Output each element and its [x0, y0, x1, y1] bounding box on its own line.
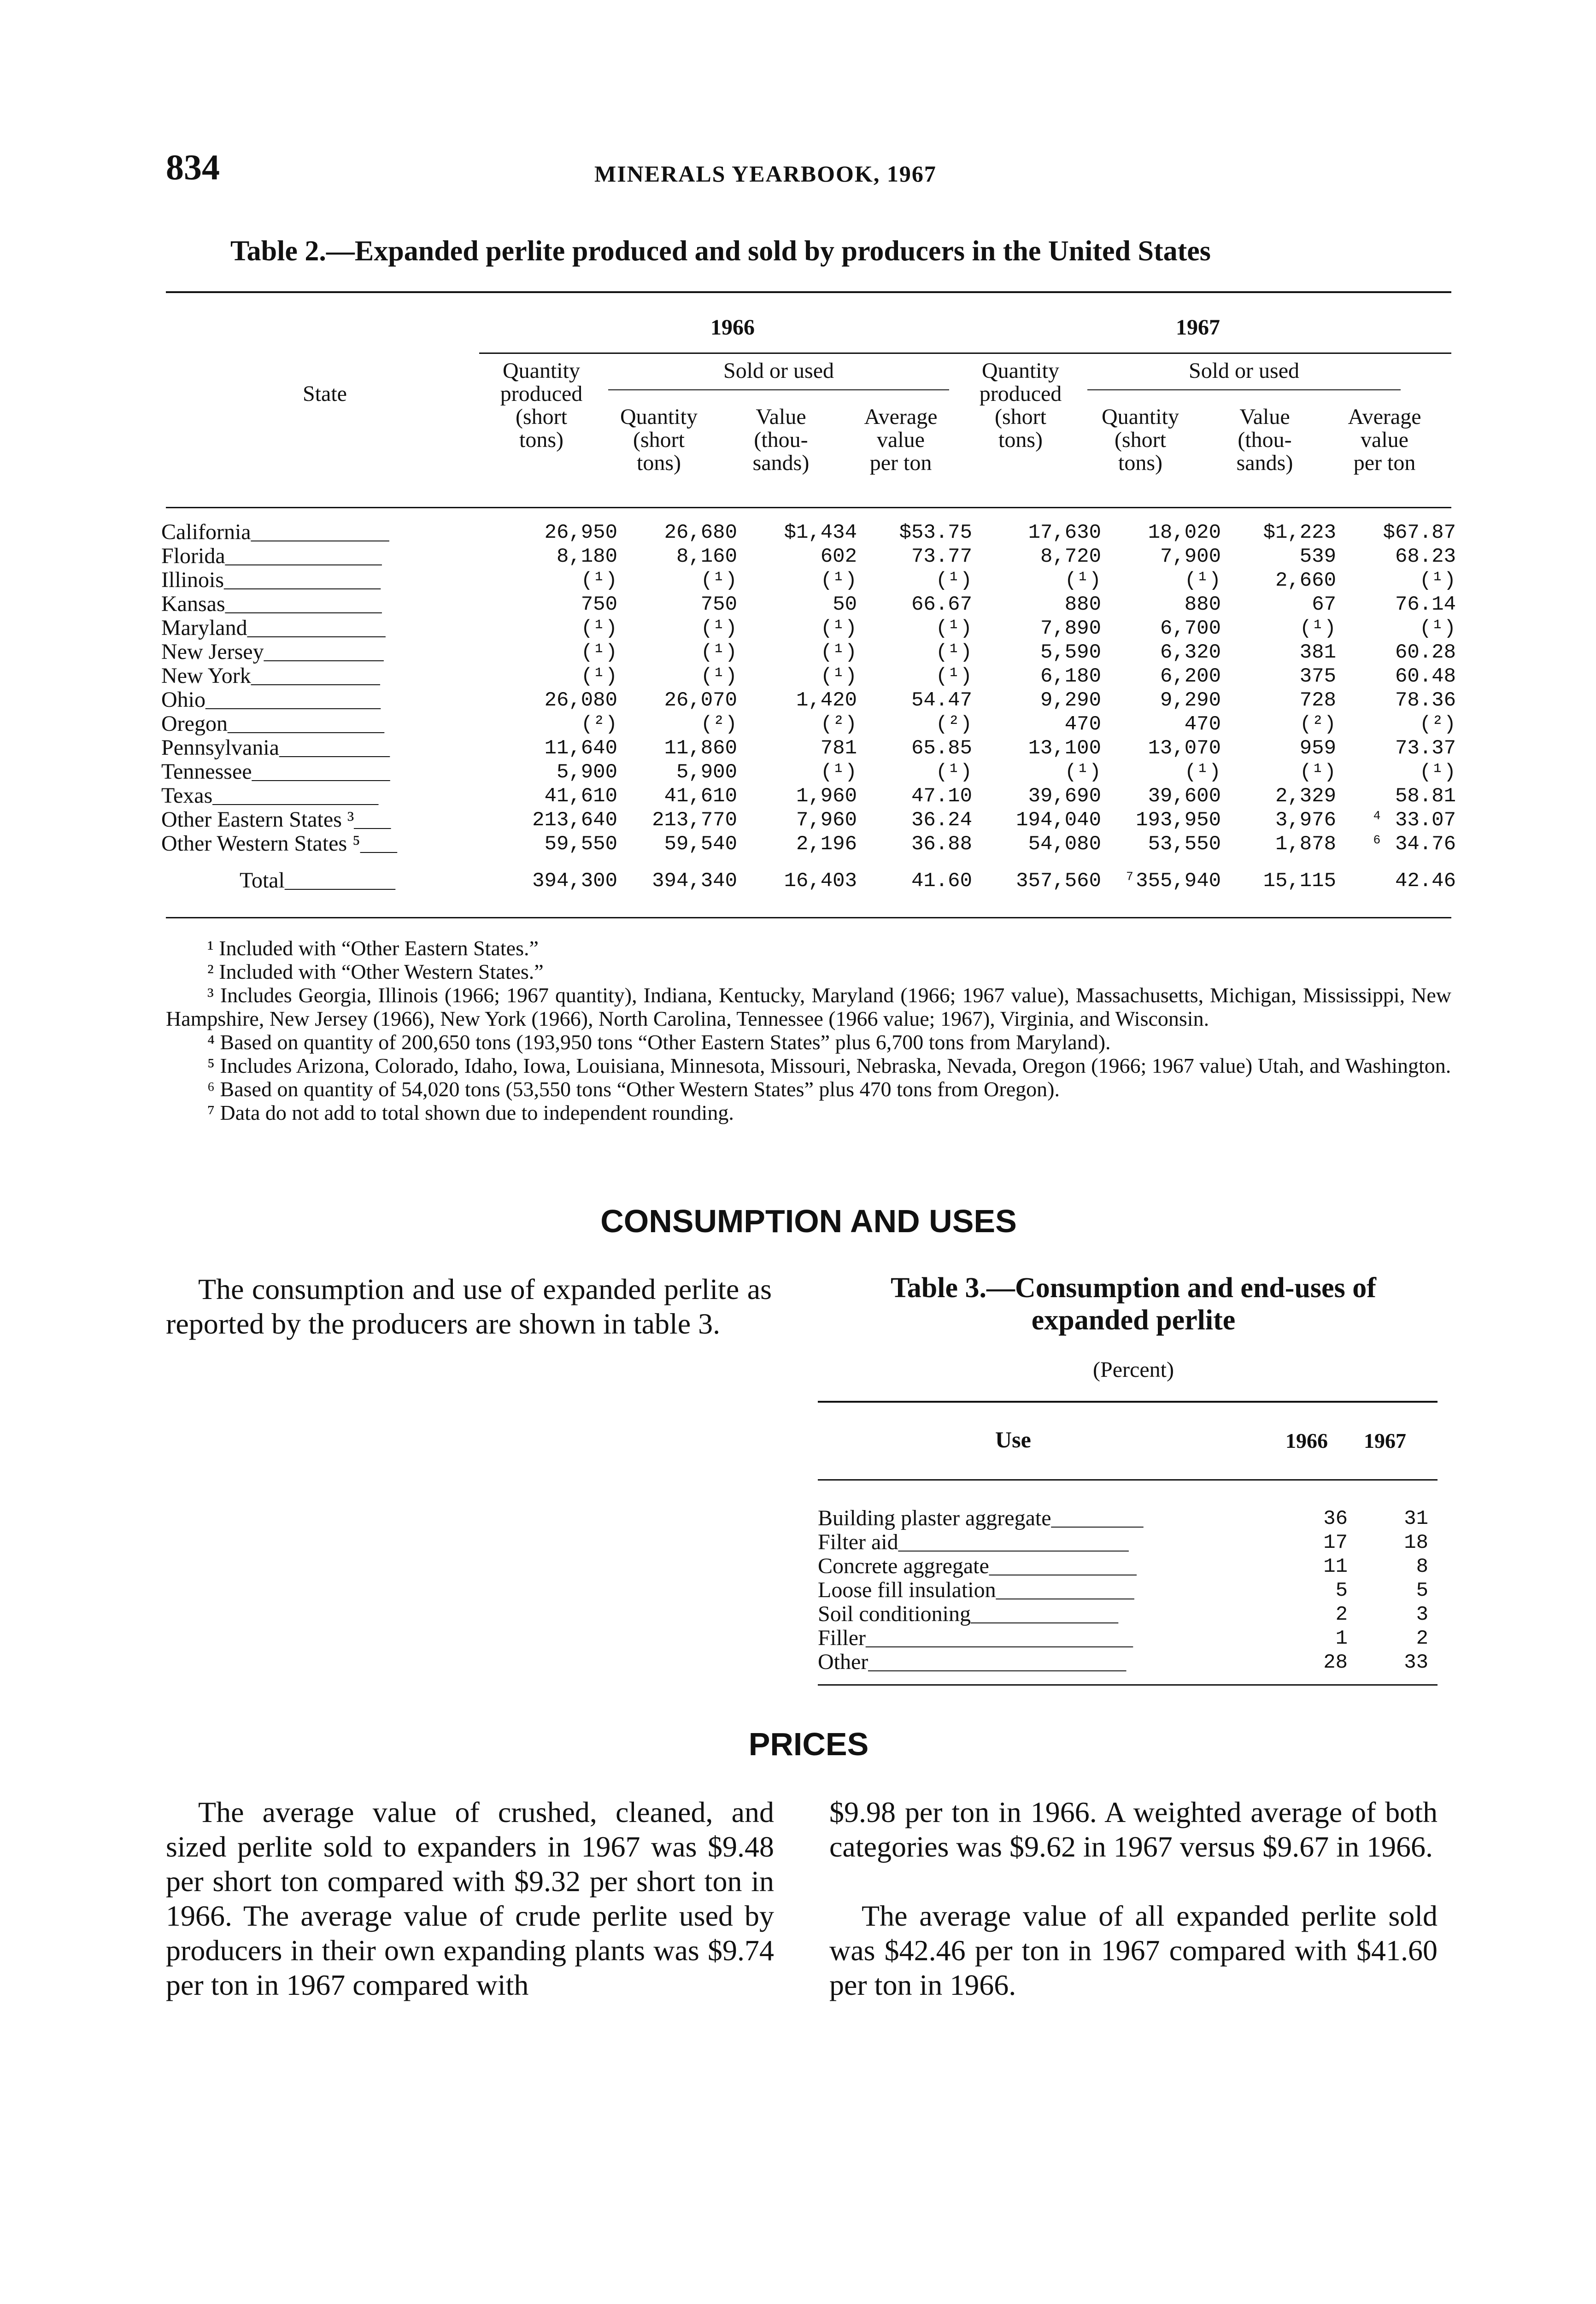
state-cell [161, 617, 484, 641]
table2-sub-avg-1967: Average value per ton [1348, 405, 1421, 475]
use-cell [818, 1507, 1279, 1531]
value-cell: (¹) [581, 665, 617, 688]
percent-cell: 11 [1323, 1555, 1348, 1578]
value-cell: (¹) [1299, 761, 1336, 784]
percent-cell: 18 [1404, 1531, 1428, 1554]
percent-cell: 31 [1404, 1507, 1428, 1530]
state-name: Total [240, 868, 285, 893]
value-cell: 66.67 [911, 593, 972, 616]
footnote-1: ¹ Included with “Other Eastern States.” [207, 936, 539, 960]
value-cell: 9,290 [1040, 689, 1101, 712]
leader-dots: _________________ [225, 547, 382, 567]
value-cell: 47.10 [911, 785, 972, 808]
value-cell: 17,630 [1028, 521, 1101, 544]
value-cell: 73.77 [911, 545, 972, 568]
state-name: Texas [161, 783, 213, 808]
table2-sub-avg-1966: Average value per ton [864, 405, 938, 475]
value-cell: 2,196 [796, 833, 857, 856]
value-cell: (¹) [820, 665, 857, 688]
table2-year-1966: 1966 [710, 315, 755, 340]
state-cell [161, 569, 484, 593]
value-cell: 194,040 [1016, 809, 1101, 832]
value-cell: 381 [1299, 641, 1336, 664]
table-row [161, 760, 1456, 784]
footnote-7: ⁷ Data do not add to total shown due to independent rounding. [207, 1101, 734, 1124]
prices-heading: PRICES [748, 1726, 869, 1762]
value-cell: (¹) [935, 665, 972, 688]
value-cell: $67.87 [1383, 521, 1456, 544]
value-cell: 2,329 [1275, 785, 1336, 808]
table3-col-1967: 1967 [1364, 1429, 1406, 1452]
value-cell: (²) [820, 713, 857, 736]
table2-top-rule [166, 291, 1451, 293]
value-cell: 394,340 [652, 870, 737, 893]
table2-bottom-rule [166, 917, 1451, 918]
table2-sold1967-rule [1087, 389, 1401, 390]
table2-qty-produced-1966: Quantity produced (short tons) [500, 359, 583, 452]
state-cell [161, 593, 484, 617]
value-cell: (¹) [1419, 761, 1456, 784]
value-cell: (¹) [820, 569, 857, 592]
value-cell: 5,900 [676, 761, 737, 784]
state-cell [161, 736, 484, 760]
value-cell: (²) [1419, 713, 1456, 736]
state-cell [161, 545, 484, 569]
table2 [161, 521, 1456, 893]
leader-dots: ____________________________ [868, 1652, 1127, 1673]
value-cell: 41.60 [911, 870, 972, 893]
value-cell: 6,320 [1160, 641, 1221, 664]
table-row [818, 1507, 1428, 1531]
use-name: Loose fill insulation [818, 1578, 996, 1602]
value-cell: 13,100 [1028, 737, 1101, 760]
value-cell: 602 [820, 545, 857, 568]
table2-sub-value-1966: Value (thou- sands) [752, 405, 810, 475]
value-cell: 15,115 [1263, 870, 1336, 893]
value-cell: 3,976 [1275, 809, 1336, 832]
value-cell: 54.47 [911, 689, 972, 712]
value-cell: 539 [1299, 545, 1336, 568]
table2-header-bottom-rule [166, 507, 1451, 508]
table-row [161, 688, 1456, 712]
leader-dots: _________________ [225, 594, 382, 615]
value-cell: 8,160 [676, 545, 737, 568]
percent-cell: 28 [1323, 1651, 1348, 1674]
value-cell: 8,720 [1040, 545, 1101, 568]
table3-title-line2: expanded perlite [1031, 1305, 1236, 1336]
table-row [161, 641, 1456, 664]
value-cell: (¹) [820, 761, 857, 784]
value-cell: 470 [1184, 713, 1221, 736]
value-cell: 26,950 [544, 521, 617, 544]
value-cell: 36.24 [911, 809, 972, 832]
value-cell: ⁷355,940 [1123, 870, 1221, 893]
table2-qty-produced-1967: Quantity produced (short tons) [979, 359, 1062, 452]
table-row [161, 736, 1456, 760]
table-row [818, 1579, 1428, 1603]
use-name: Filler [818, 1626, 866, 1650]
value-cell: $1,434 [784, 521, 857, 544]
value-cell: 781 [820, 737, 857, 760]
table3-title [811, 1272, 1456, 1336]
state-name: Oregon [161, 711, 228, 736]
footnote-4: ⁴ Based on quantity of 200,650 tons (193,950 tons “Other Eastern States” plus 6,700 tons from Maryland). [207, 1030, 1111, 1054]
value-cell: 880 [1184, 593, 1221, 616]
value-cell: 5,900 [556, 761, 617, 784]
leader-dots: _________________ [227, 714, 384, 735]
value-cell: 6,200 [1160, 665, 1221, 688]
table3-top-rule [818, 1401, 1438, 1403]
leader-dots: ____ [354, 810, 391, 831]
value-cell: (¹) [581, 641, 617, 664]
value-cell: (²) [700, 713, 737, 736]
value-cell: 60.48 [1395, 665, 1456, 688]
table2-footnotes [166, 936, 1451, 1124]
table2-title: Table 2.—Expanded perlite produced and sold by producers in the United States [230, 235, 1211, 267]
leader-dots: _______________ [247, 618, 386, 639]
table-row [818, 1555, 1428, 1579]
leader-dots: _______________ [252, 762, 390, 783]
value-cell: 213,640 [532, 809, 617, 832]
leader-dots: _______________ [996, 1581, 1134, 1601]
state-cell [161, 688, 484, 712]
percent-cell: 5 [1416, 1579, 1428, 1602]
table3-col-use: Use [995, 1427, 1031, 1452]
table2-sold-or-used-1967: Sold or used [1189, 359, 1299, 383]
value-cell: 59,540 [664, 833, 737, 856]
leader-dots: ______________ [251, 666, 380, 687]
use-cell [818, 1627, 1279, 1651]
value-cell: 375 [1299, 665, 1336, 688]
value-cell: 9,290 [1160, 689, 1221, 712]
value-cell: 60.28 [1395, 641, 1456, 664]
value-cell: 76.14 [1395, 593, 1456, 616]
table-row [161, 784, 1456, 808]
value-cell: 65.85 [911, 737, 972, 760]
table-row [161, 617, 1456, 641]
table3-col-1966: 1966 [1285, 1429, 1328, 1452]
state-name: Illinois [161, 568, 224, 592]
value-cell: 750 [581, 593, 617, 616]
value-cell: (¹) [935, 617, 972, 640]
leader-dots: _________________ [224, 570, 381, 591]
state-cell [161, 832, 484, 856]
value-cell: 959 [1299, 737, 1336, 760]
leader-dots: _______________ [251, 523, 389, 543]
value-cell: $1,223 [1263, 521, 1336, 544]
table2-sub-value-1967: Value (thou- sands) [1236, 405, 1293, 475]
table2-sold1966-rule [608, 389, 949, 390]
value-cell: (¹) [1419, 569, 1456, 592]
value-cell: (¹) [700, 617, 737, 640]
state-name: Florida [161, 544, 225, 568]
value-cell: (¹) [1184, 761, 1221, 784]
table3 [818, 1507, 1428, 1675]
value-cell: 728 [1299, 689, 1336, 712]
value-cell: (¹) [1064, 569, 1101, 592]
percent-cell: 2 [1416, 1627, 1428, 1650]
table-row [161, 712, 1456, 736]
value-cell: (¹) [1299, 617, 1336, 640]
leader-dots: ________________ [989, 1557, 1137, 1577]
percent-cell: 17 [1323, 1531, 1348, 1554]
value-cell: (¹) [935, 641, 972, 664]
state-cell [161, 641, 484, 664]
table3-header-rule [818, 1479, 1438, 1481]
table-row [161, 593, 1456, 617]
value-cell: (¹) [1419, 617, 1456, 640]
percent-cell: 5 [1335, 1579, 1348, 1602]
percent-cell: 36 [1323, 1507, 1348, 1530]
percent-cell: 3 [1416, 1603, 1428, 1626]
value-cell: 16,403 [784, 870, 857, 893]
percent-cell: 2 [1335, 1603, 1348, 1626]
value-cell: (¹) [935, 569, 972, 592]
value-cell: 58.81 [1395, 785, 1456, 808]
value-cell: (¹) [935, 761, 972, 784]
value-cell: (¹) [1184, 569, 1221, 592]
value-cell: (¹) [820, 617, 857, 640]
value-cell: 41,610 [544, 785, 617, 808]
state-cell [161, 760, 484, 784]
value-cell: 67 [1312, 593, 1336, 616]
value-cell: (²) [935, 713, 972, 736]
value-cell: 68.23 [1395, 545, 1456, 568]
value-cell: 357,560 [1016, 870, 1101, 893]
value-cell: 7,960 [796, 809, 857, 832]
value-cell: 6,180 [1040, 665, 1101, 688]
leader-dots: ___________________ [205, 690, 381, 711]
state-name: Pennsylvania [161, 735, 279, 760]
state-name: Kansas [161, 592, 225, 616]
use-cell [818, 1555, 1279, 1579]
table-row [818, 1651, 1428, 1675]
value-cell: 59,550 [544, 833, 617, 856]
state-cell [161, 521, 484, 545]
value-cell: 39,690 [1028, 785, 1101, 808]
value-cell: $53.75 [899, 521, 972, 544]
consumption-heading: CONSUMPTION AND USES [600, 1203, 1017, 1239]
value-cell: 42.46 [1395, 870, 1456, 893]
table-row [818, 1603, 1428, 1627]
table2-sub-qty-1967: Quantity (short tons) [1102, 405, 1179, 475]
state-name: New Jersey [161, 640, 264, 664]
state-name: New York [161, 664, 251, 688]
value-cell: ⁶ 34.76 [1371, 833, 1456, 856]
footnote-5: ⁵ Includes Arizona, Colorado, Idaho, Iowa, Louisiana, Minnesota, Missouri, Nebraska, Nevada, Oregon (1966; 1967 value) Utah, and Washington. [207, 1054, 1451, 1077]
leader-dots: ____________ [279, 738, 390, 759]
state-cell [161, 784, 484, 808]
use-name: Concrete aggregate [818, 1554, 989, 1578]
prices-paragraph-1: The average value of crushed, cleaned, and sized perlite sold to expanders in 1967 was $9.48 per short ton compared with $9.32 per short ton in 1966. The average value of crude perlite used by producers in their own expanding plants was $9.74 per ton in 1967 compared with [166, 1796, 774, 2001]
leader-dots: _________________________ [898, 1533, 1129, 1553]
use-cell [818, 1579, 1279, 1603]
state-name: California [161, 520, 251, 544]
value-cell: (¹) [581, 617, 617, 640]
value-cell: (¹) [820, 641, 857, 664]
percent-cell: 33 [1404, 1651, 1428, 1674]
value-cell: 26,070 [664, 689, 737, 712]
value-cell: 36.88 [911, 833, 972, 856]
value-cell: 2,660 [1275, 569, 1336, 592]
leader-dots: ____________ [284, 871, 395, 892]
value-cell: (¹) [700, 665, 737, 688]
value-cell: 1,878 [1275, 833, 1336, 856]
value-cell: 1,960 [796, 785, 857, 808]
leader-dots: ________________ [971, 1605, 1119, 1625]
value-cell: (¹) [700, 641, 737, 664]
use-name: Building plaster aggregate [818, 1506, 1051, 1530]
value-cell: 26,680 [664, 521, 737, 544]
consumption-paragraph: The consumption and use of expanded perlite as reported by the producers are shown in table 3. [166, 1273, 772, 1340]
value-cell: (²) [1299, 713, 1336, 736]
use-cell [818, 1603, 1279, 1627]
value-cell: (¹) [581, 569, 617, 592]
table3-subtitle: (Percent) [1093, 1358, 1174, 1382]
percent-cell: 8 [1416, 1555, 1428, 1578]
table-row [161, 832, 1456, 856]
footnote-3: ³ Includes Georgia, Illinois (1966; 1967 quantity), Indiana, Kentucky, Maryland (1966; 1967 value), Massachusetts, Michigan, Mississippi, New Hampshire, New Jersey (1966), New York (1966), North Carolina, Tennessee (1966 value; 1967), Virginia, and Wisconsin. [166, 983, 1451, 1030]
state-cell [161, 808, 484, 832]
value-cell: 470 [1064, 713, 1101, 736]
value-cell: 7,900 [1160, 545, 1221, 568]
percent-cell: 1 [1335, 1627, 1348, 1650]
use-name: Other [818, 1650, 868, 1674]
footnote-2: ² Included with “Other Western States.” [207, 960, 544, 983]
prices-paragraph-2: $9.98 per ton in 1966. A weighted average of both categories was $9.62 in 1967 versus $9.67 in 1966. [829, 1796, 1438, 1863]
table-row [818, 1627, 1428, 1651]
value-cell: 50 [833, 593, 857, 616]
table2-sold-or-used-1966: Sold or used [723, 359, 834, 383]
value-cell: 41,610 [664, 785, 737, 808]
value-cell: 73.37 [1395, 737, 1456, 760]
state-name: Other Western States ⁵ [161, 831, 360, 856]
use-name: Filter aid [818, 1530, 898, 1554]
table2-year-rule [479, 353, 1451, 354]
value-cell: 394,300 [532, 870, 617, 893]
leader-dots: _____________________________ [866, 1628, 1133, 1649]
value-cell: 11,860 [664, 737, 737, 760]
table-row [818, 1531, 1428, 1555]
page-number: 834 [166, 147, 220, 187]
value-cell: 8,180 [556, 545, 617, 568]
value-cell: 26,080 [544, 689, 617, 712]
value-cell: 13,070 [1148, 737, 1221, 760]
value-cell: 213,770 [652, 809, 737, 832]
value-cell: 7,890 [1040, 617, 1101, 640]
use-name: Soil conditioning [818, 1602, 971, 1626]
leader-dots: __________________ [212, 786, 379, 807]
use-cell [818, 1531, 1279, 1555]
value-cell: (¹) [1064, 761, 1101, 784]
value-cell: 750 [700, 593, 737, 616]
footnote-6: ⁶ Based on quantity of 54,020 tons (53,550 tons “Other Western States” plus 470 tons from Oregon). [207, 1077, 1060, 1101]
value-cell: 54,080 [1028, 833, 1101, 856]
table3-bottom-rule [818, 1684, 1438, 1686]
use-cell [818, 1651, 1279, 1675]
value-cell: 6,700 [1160, 617, 1221, 640]
state-name: Other Eastern States ³ [161, 807, 354, 832]
table-row [161, 545, 1456, 569]
leader-dots: ____ [360, 834, 397, 855]
table-row [161, 808, 1456, 832]
value-cell: 11,640 [544, 737, 617, 760]
value-cell: 53,550 [1148, 833, 1221, 856]
table-row [161, 521, 1456, 545]
state-name: Tennessee [161, 759, 252, 784]
running-head: MINERALS YEARBOOK, 1967 [594, 161, 937, 187]
value-cell: 1,420 [796, 689, 857, 712]
value-cell: ⁴ 33.07 [1371, 809, 1456, 832]
leader-dots: _____________ [264, 642, 384, 663]
table3-title-line1: Table 3.—Consumption and end-uses of [891, 1272, 1376, 1304]
value-cell: 39,600 [1148, 785, 1221, 808]
value-cell: 193,950 [1136, 809, 1221, 832]
state-cell [161, 856, 484, 893]
value-cell: (¹) [700, 569, 737, 592]
table2-state-header: State [303, 382, 347, 406]
state-cell [161, 664, 484, 688]
state-name: Ohio [161, 688, 205, 712]
leader-dots: __________ [1051, 1509, 1144, 1529]
table2-total-row [161, 856, 1456, 893]
table-row [161, 664, 1456, 688]
prices-paragraph-3: The average value of all expanded perlite sold was $42.46 per ton in 1967 compared with $41.60 per ton in 1966. [829, 1899, 1438, 2001]
value-cell: 78.36 [1395, 689, 1456, 712]
table2-year-1967: 1967 [1176, 315, 1220, 340]
value-cell: 5,590 [1040, 641, 1101, 664]
value-cell: (²) [581, 713, 617, 736]
table-row [161, 569, 1456, 593]
value-cell: 18,020 [1148, 521, 1221, 544]
table2-sub-qty-1966: Quantity (short tons) [620, 405, 698, 475]
value-cell: 880 [1064, 593, 1101, 616]
state-cell [161, 712, 484, 736]
state-name: Maryland [161, 616, 247, 640]
